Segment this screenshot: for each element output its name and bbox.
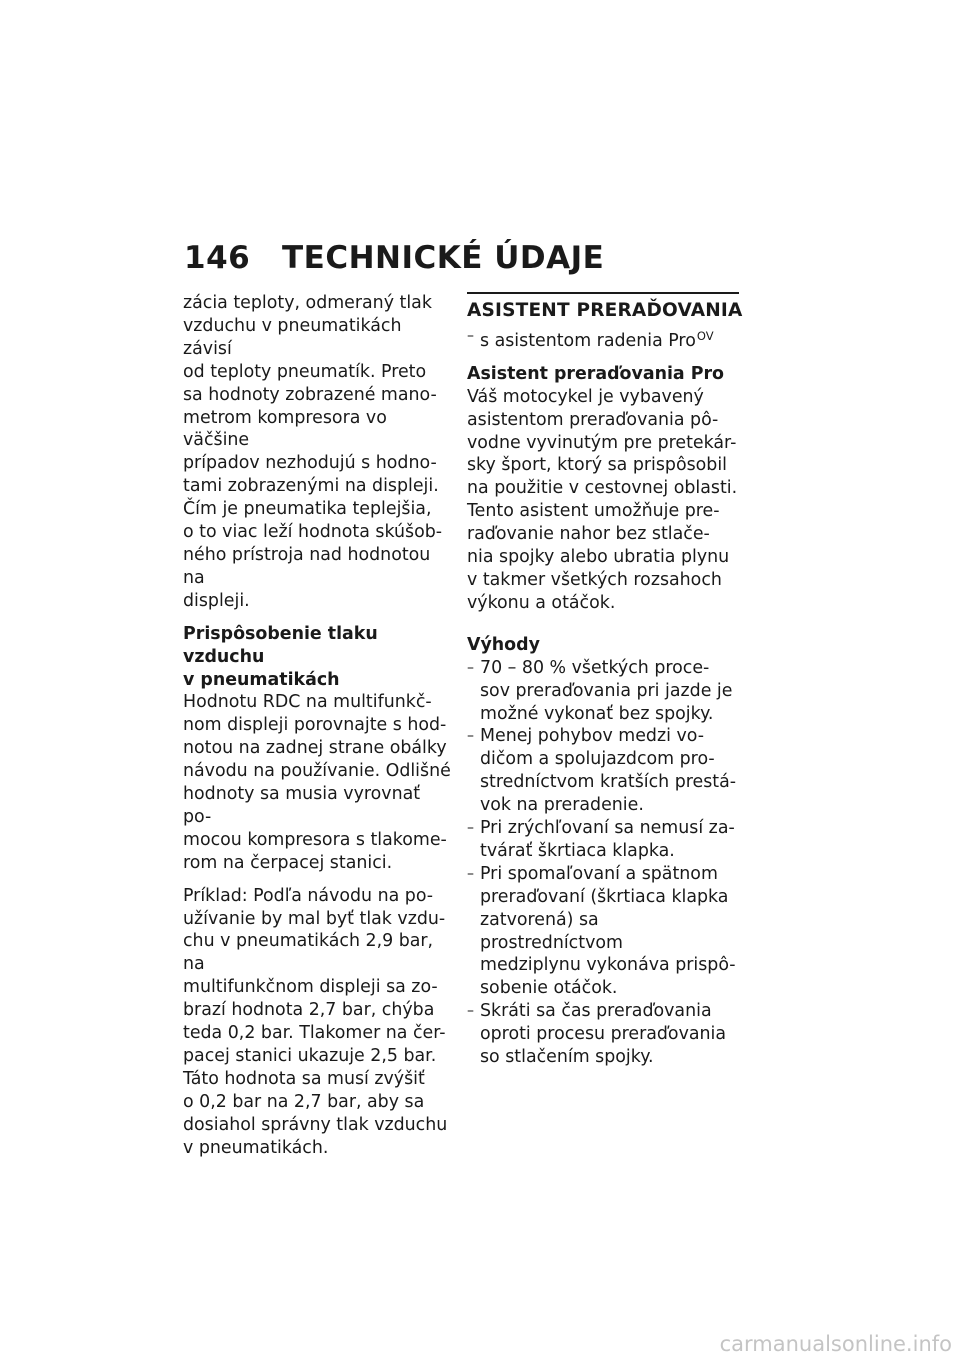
example-paragraph: Príklad: Podľa návodu na po- užívanie by mal byť tlak vzdu- chu v pneumatikách 2,9 bar, na multifunkčnom displeji sa zo- brazí hodnota 2,7 bar, chýba teda 0,2 bar. Tlakomer na čer- pacej stanici ukazuje 2,5 bar. Táto hodnota sa musí zvýšiť o 0,2 bar na 2,7 bar, aby sa dosiahol správny tlak vzduchu v pneumatikách. (183, 885, 448, 1158)
advantage-item: – 70 – 80 % všetkých proce- sov preraďovania pri jazde je možné vykonať bez spojky. (467, 657, 739, 726)
description-paragraph: Váš motocykel je vybavený asistentom preraďovania pô- vodne vyvinutým pre pretekár- sky šport, ktorý sa prispôsobil na použitie v cestovnej oblasti. Tento asistent umožňuje pre- raďovanie nahor bez stlače- nia spojky alebo ubratia plynu v takmer všetkých rozsahoch výkonu a otáčok. (467, 386, 738, 613)
intro-paragraph: zácia teploty, odmeraný tlak vzduchu v pneumatikách závisí od teploty pneumatík. Preto sa hodnoty zobrazené mano- metrom kompresora vo väčšine prípadov nezhodujú s hodno- tami zobrazenými na displeji. Čím je pneumatika teplejšia, o to viac leží hodnota skúšob- ného prístroja nad hodnotou na displeji. (183, 293, 443, 611)
page-number: 146 (184, 240, 251, 276)
watermark-text: carmanualsonline.info (719, 1332, 952, 1356)
advantages-list (467, 657, 739, 1069)
option-superscript: OV (696, 328, 714, 343)
advantage-item: – Menej pohybov medzi vo- dičom a spolujazdcom pro- stredníctvom kratších prestá- vok na preradenie. (467, 725, 739, 817)
option-item: – s asistentom radenia Pro$^{OV}$ (467, 325, 739, 353)
advantage-item: – Pri spomaľovaní a spätnom preraďovaní (škrtiaca klapka zatvorená) sa prostredníctvom medziplynu vykonáva prispô- sobenie otáčok. (467, 863, 739, 1000)
advantage-item: – Pri zrýchľovaní sa nemusí za- tvárať škrtiaca klapka. (467, 817, 739, 863)
advantage-item: – Skráti sa čas preraďovania oproti procesu preraďovania so stlačením spojky. (467, 1000, 739, 1069)
shift-assistant-subheading: Asistent preraďovania Pro (467, 363, 724, 384)
advantages-heading: Výhody (467, 634, 540, 655)
section-title: ASISTENT PRERAĎOVANIA (467, 292, 739, 323)
page-header (184, 240, 604, 276)
right-column (467, 292, 743, 1069)
option-list (467, 325, 739, 353)
adjust-paragraph: Hodnotu RDC na multifunkč- nom displeji porovnajte s hod- notou na zadnej strane obálky návodu na používanie. Odlišné hodnoty sa musia vyrovnať po- mocou kompresora s tlakome- rom na čerpacej stanici. (183, 692, 451, 873)
chapter-title: TECHNICKÉ ÚDAJE (282, 240, 605, 276)
left-column (183, 292, 453, 1160)
tire-pressure-subheading: Prispôsobenie tlaku vzduchu v pneumatikách (183, 623, 378, 690)
